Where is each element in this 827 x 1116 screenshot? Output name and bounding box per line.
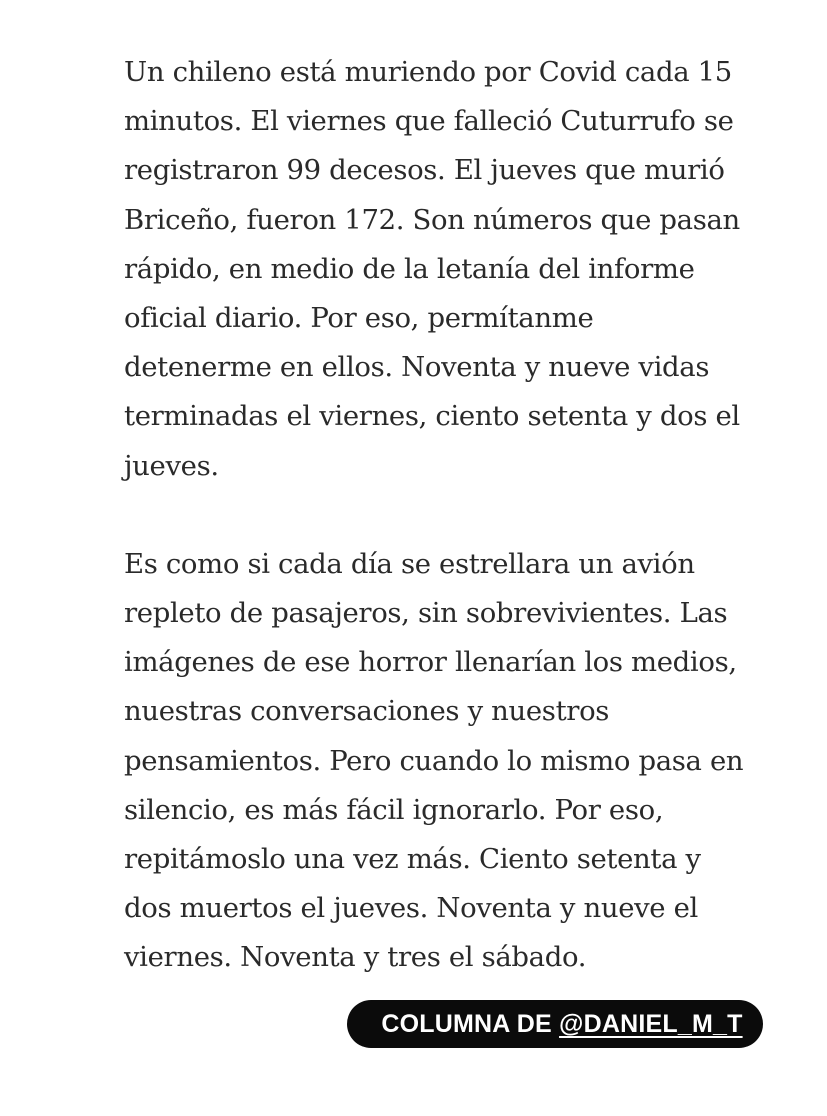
text-line: silencio, es más fácil ignorarlo. Por eso, xyxy=(124,793,664,826)
text-line: pensamientos. Pero cuando lo mismo pasa en xyxy=(124,744,744,777)
text-line: Un chileno está muriendo por Covid cada 15 xyxy=(124,56,732,88)
paragraph-1 xyxy=(124,48,764,491)
paragraph-2 xyxy=(124,540,764,983)
text-line: jueves. xyxy=(124,449,219,482)
text-line: viernes. Noventa y tres el sábado. xyxy=(124,941,587,974)
text-line: detenerme en ellos. Noventa y nueve vidas xyxy=(124,351,710,384)
text-line: imágenes de ese horror llenarían los medios, xyxy=(124,646,737,679)
text-line: Briceño, fueron 172. Son números que pasan xyxy=(124,203,740,236)
text-line: terminadas el viernes, ciento setenta y dos el xyxy=(124,400,740,433)
text-line: nuestras conversaciones y nuestros xyxy=(124,695,610,728)
author-credit-badge[interactable] xyxy=(347,1000,763,1048)
text-line: rápido, en medio de la letanía del informe xyxy=(124,252,695,285)
paragraph-gap xyxy=(124,491,764,540)
text-line: Es como si cada día se estrellara un avión xyxy=(124,547,695,580)
text-line: repleto de pasajeros, sin sobrevivientes. Las xyxy=(124,597,728,630)
text-line: registraron 99 decesos. El jueves que murió xyxy=(124,154,725,187)
text-line: repitámoslo una vez más. Ciento setenta y xyxy=(124,843,701,875)
text-line: dos muertos el jueves. Noventa y nueve el xyxy=(124,892,698,925)
text-line: oficial diario. Por eso, permítanme xyxy=(124,301,594,334)
author-handle-link[interactable]: @DANIEL_M_T xyxy=(559,1009,743,1038)
article-body xyxy=(124,48,764,983)
text-line: minutos. El viernes que falleció Cuturrufo se xyxy=(124,105,734,138)
credit-prefix: COLUMNA DE xyxy=(381,1009,560,1038)
